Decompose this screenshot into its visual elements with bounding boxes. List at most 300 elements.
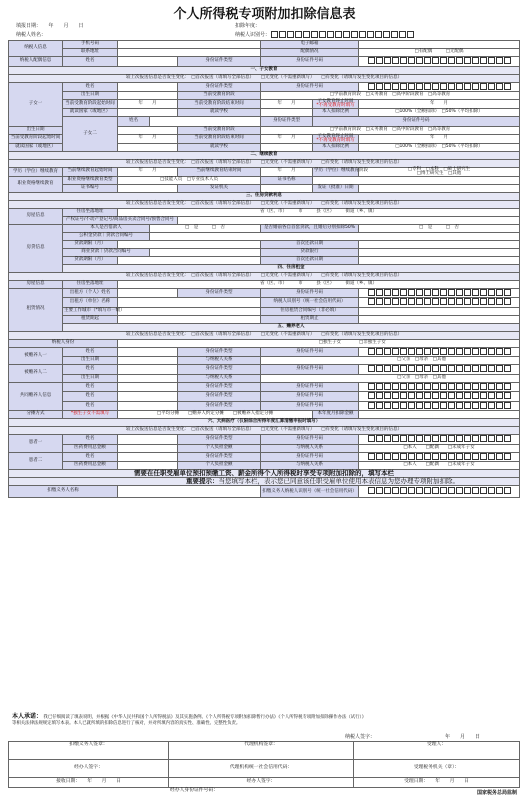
digit-box[interactable] bbox=[376, 453, 383, 460]
digit-box[interactable] bbox=[440, 83, 447, 90]
digit-box[interactable] bbox=[408, 435, 415, 442]
digit-box[interactable] bbox=[464, 383, 471, 390]
digit-box[interactable] bbox=[440, 435, 447, 442]
monthly-amount-field[interactable] bbox=[359, 411, 520, 419]
digit-box[interactable] bbox=[368, 453, 375, 460]
digit-box[interactable] bbox=[424, 57, 431, 64]
digit-box[interactable] bbox=[400, 298, 407, 305]
digit-box[interactable] bbox=[504, 365, 511, 372]
digit-box[interactable] bbox=[448, 348, 455, 355]
digit-box[interactable] bbox=[424, 487, 431, 494]
digit-box[interactable] bbox=[376, 435, 383, 442]
digit-box[interactable] bbox=[496, 57, 503, 64]
patient2-idno-field[interactable] bbox=[359, 452, 520, 462]
digit-box[interactable] bbox=[504, 348, 511, 355]
digit-box[interactable] bbox=[440, 365, 447, 372]
digit-box[interactable] bbox=[392, 392, 399, 399]
rent-addr-field[interactable]: 省（区、市） 市 县（区） 街道（乡、镇） bbox=[118, 280, 520, 288]
handler-sign[interactable]: 经办人签字： bbox=[9, 760, 169, 778]
digit-box[interactable] bbox=[271, 31, 278, 38]
child2-stage-options[interactable]: □学前教育阶段 □义务教育 □高中阶段教育 □高等教育 bbox=[261, 126, 520, 134]
child1-ratio-options[interactable]: □100%（全额扣除） □50%（平均扣除） bbox=[359, 109, 520, 117]
digit-box[interactable] bbox=[496, 435, 503, 442]
gjj-contract-field[interactable] bbox=[150, 232, 520, 240]
elder2-name-field[interactable] bbox=[118, 365, 178, 375]
digit-box[interactable] bbox=[368, 435, 375, 442]
digit-box[interactable] bbox=[488, 57, 495, 64]
digit-box[interactable] bbox=[496, 348, 503, 355]
digit-box[interactable] bbox=[368, 57, 375, 64]
digit-box[interactable] bbox=[480, 298, 487, 305]
digit-box[interactable] bbox=[392, 453, 399, 460]
child1-school-field[interactable] bbox=[261, 109, 313, 117]
digit-box[interactable] bbox=[384, 435, 391, 442]
digit-box[interactable] bbox=[504, 383, 511, 390]
elder1-relation-options[interactable]: □父亲 □母亲 □其他 bbox=[261, 357, 520, 365]
digit-box[interactable] bbox=[392, 365, 399, 372]
digit-box[interactable] bbox=[488, 487, 495, 494]
tax-office-stamp[interactable]: 受理税务机关（章）： bbox=[354, 760, 520, 778]
qual-type-options[interactable]: □技能人员 □专业技术人员 bbox=[118, 176, 261, 184]
digit-box[interactable] bbox=[472, 365, 479, 372]
digit-box[interactable] bbox=[392, 289, 399, 296]
children-change-status[interactable]: 较上次报送信息是否发生变化： □首次报送（请填写全部信息） □无变化（不需重新填写） □有变化（请填写发生变化项目的信息） bbox=[9, 74, 520, 82]
commercial-first-date-field[interactable] bbox=[359, 256, 520, 264]
digit-box[interactable] bbox=[424, 435, 431, 442]
digit-box[interactable] bbox=[440, 383, 447, 390]
digit-box[interactable] bbox=[432, 348, 439, 355]
method-options[interactable]: □平均分摊 □赡养人约定分摊 □被赡养人指定分摊 bbox=[118, 411, 313, 419]
patient1-idno-field[interactable] bbox=[359, 435, 520, 445]
digit-box[interactable] bbox=[416, 383, 423, 390]
digit-box[interactable] bbox=[424, 392, 431, 399]
digit-box[interactable] bbox=[432, 289, 439, 296]
digit-box[interactable] bbox=[472, 402, 479, 409]
digit-box[interactable] bbox=[472, 453, 479, 460]
digit-box[interactable] bbox=[504, 402, 511, 409]
digit-box[interactable] bbox=[432, 487, 439, 494]
digit-box[interactable] bbox=[488, 365, 495, 372]
digit-box[interactable] bbox=[456, 298, 463, 305]
receive-date[interactable]: 接收日期： 年 月 日 bbox=[9, 778, 169, 788]
digit-box[interactable] bbox=[400, 348, 407, 355]
child2-start-field[interactable]: 年 月 bbox=[118, 134, 178, 143]
medical-change-status[interactable]: 较上次报送信息是否发生变化： □首次报送（请填写全部信息） □无变化（不需重新填写） □有变化（请填写发生变化项目的信息） bbox=[9, 427, 520, 435]
digit-box[interactable] bbox=[424, 289, 431, 296]
rent-contract-field[interactable] bbox=[359, 307, 520, 315]
child2-birth-field[interactable] bbox=[118, 126, 178, 134]
digit-box[interactable] bbox=[456, 435, 463, 442]
digit-box[interactable] bbox=[456, 83, 463, 90]
elder2-birth-field[interactable] bbox=[118, 374, 178, 382]
digit-box[interactable] bbox=[351, 31, 358, 38]
digit-box[interactable] bbox=[432, 435, 439, 442]
lessor-org-field[interactable] bbox=[118, 298, 261, 308]
digit-box[interactable] bbox=[400, 383, 407, 390]
digit-box[interactable] bbox=[416, 348, 423, 355]
digit-box[interactable] bbox=[392, 348, 399, 355]
digit-box[interactable] bbox=[384, 289, 391, 296]
elder1-idno-field[interactable] bbox=[359, 347, 520, 357]
digit-box[interactable] bbox=[400, 402, 407, 409]
digit-box[interactable] bbox=[472, 289, 479, 296]
co1-idno-field[interactable] bbox=[359, 382, 520, 392]
digit-box[interactable] bbox=[504, 487, 511, 494]
digit-box[interactable] bbox=[456, 348, 463, 355]
digit-box[interactable] bbox=[432, 298, 439, 305]
digit-box[interactable] bbox=[400, 435, 407, 442]
elder1-name-field[interactable] bbox=[118, 347, 178, 357]
rent-change-status[interactable]: 较上次报送信息是否发生变化： □首次报送（请填写全部信息） □无变化（不需重新填写） □有变化（请填写发生变化项目的信息） bbox=[9, 272, 520, 280]
digit-box[interactable] bbox=[448, 392, 455, 399]
digit-box[interactable] bbox=[464, 83, 471, 90]
digit-box[interactable] bbox=[464, 289, 471, 296]
digit-box[interactable] bbox=[448, 57, 455, 64]
digit-box[interactable] bbox=[456, 365, 463, 372]
digit-box[interactable] bbox=[456, 289, 463, 296]
digit-box[interactable] bbox=[472, 435, 479, 442]
digit-box[interactable] bbox=[432, 402, 439, 409]
digit-box[interactable] bbox=[448, 383, 455, 390]
digit-box[interactable] bbox=[432, 83, 439, 90]
child1-name-field[interactable] bbox=[118, 82, 178, 92]
digit-box[interactable] bbox=[384, 298, 391, 305]
digit-box[interactable] bbox=[376, 289, 383, 296]
digit-box[interactable] bbox=[368, 83, 375, 90]
patient2-relation-options[interactable]: □本人 □配偶 □未成年子女 bbox=[359, 462, 520, 470]
patient2-name-field[interactable] bbox=[118, 452, 178, 462]
digit-box[interactable] bbox=[400, 83, 407, 90]
digit-box[interactable] bbox=[448, 289, 455, 296]
digit-box[interactable] bbox=[408, 83, 415, 90]
child1-birth-field[interactable] bbox=[118, 92, 178, 100]
digit-box[interactable] bbox=[480, 83, 487, 90]
digit-box[interactable] bbox=[504, 392, 511, 399]
digit-box[interactable] bbox=[416, 435, 423, 442]
digit-box[interactable] bbox=[327, 31, 334, 38]
work-city-field[interactable] bbox=[118, 307, 261, 315]
digit-box[interactable] bbox=[392, 83, 399, 90]
digit-box[interactable] bbox=[408, 383, 415, 390]
child2-end-field[interactable]: 年 月 bbox=[261, 134, 313, 143]
digit-box[interactable] bbox=[464, 435, 471, 442]
digit-box[interactable] bbox=[480, 392, 487, 399]
digit-box[interactable] bbox=[496, 453, 503, 460]
digit-box[interactable] bbox=[392, 298, 399, 305]
child2-school-field[interactable] bbox=[261, 143, 313, 151]
digit-box[interactable] bbox=[456, 453, 463, 460]
lessor-taxid-field[interactable] bbox=[359, 298, 520, 308]
digit-box[interactable] bbox=[376, 348, 383, 355]
spouse-idno-field[interactable] bbox=[359, 57, 520, 67]
digit-box[interactable] bbox=[416, 289, 423, 296]
digit-box[interactable] bbox=[456, 487, 463, 494]
agent-credit-code[interactable]: 代理机构统一社会信用代码： bbox=[169, 760, 354, 778]
digit-box[interactable] bbox=[496, 298, 503, 305]
digit-box[interactable] bbox=[311, 31, 318, 38]
digit-box[interactable] bbox=[400, 365, 407, 372]
digit-box[interactable] bbox=[392, 435, 399, 442]
digit-box[interactable] bbox=[448, 365, 455, 372]
digit-box[interactable] bbox=[368, 487, 375, 494]
digit-box[interactable] bbox=[480, 487, 487, 494]
digit-box[interactable] bbox=[448, 435, 455, 442]
cert-name-field[interactable] bbox=[313, 176, 520, 184]
digit-box[interactable] bbox=[408, 453, 415, 460]
co1-name-field[interactable] bbox=[118, 382, 178, 392]
digit-box[interactable] bbox=[456, 57, 463, 64]
digit-box[interactable] bbox=[295, 31, 302, 38]
digit-box[interactable] bbox=[367, 31, 374, 38]
digit-box[interactable] bbox=[488, 289, 495, 296]
identity-options[interactable]: □独生子女 □非独生子女 bbox=[118, 339, 520, 347]
digit-box[interactable] bbox=[432, 57, 439, 64]
digit-box[interactable] bbox=[504, 289, 511, 296]
digit-box[interactable] bbox=[472, 57, 479, 64]
child1-start-field[interactable]: 年 月 bbox=[118, 100, 178, 109]
digit-box[interactable] bbox=[384, 348, 391, 355]
digit-box[interactable] bbox=[416, 298, 423, 305]
digit-box[interactable] bbox=[488, 298, 495, 305]
digit-box[interactable] bbox=[376, 365, 383, 372]
digit-box[interactable] bbox=[480, 57, 487, 64]
digit-box[interactable] bbox=[504, 83, 511, 90]
gjj-first-date-field[interactable] bbox=[359, 240, 520, 248]
digit-box[interactable] bbox=[416, 83, 423, 90]
digit-box[interactable] bbox=[488, 453, 495, 460]
digit-box[interactable] bbox=[408, 365, 415, 372]
digit-box[interactable] bbox=[472, 83, 479, 90]
digit-box[interactable] bbox=[368, 348, 375, 355]
phone-field[interactable] bbox=[118, 41, 261, 49]
issuer-field[interactable] bbox=[261, 184, 313, 192]
child1-stage-options[interactable]: □学前教育阶段 □义务教育 □高中阶段教育 □高等教育 bbox=[261, 92, 520, 100]
elder2-relation-options[interactable]: □父亲 □母亲 □其他 bbox=[261, 374, 520, 382]
digit-box[interactable] bbox=[368, 402, 375, 409]
digit-box[interactable] bbox=[376, 383, 383, 390]
digit-box[interactable] bbox=[279, 31, 286, 38]
digit-box[interactable] bbox=[472, 348, 479, 355]
digit-box[interactable] bbox=[432, 392, 439, 399]
digit-box[interactable] bbox=[456, 402, 463, 409]
patient1-relation-options[interactable]: □本人 □配偶 □未成年子女 bbox=[359, 444, 520, 452]
elder2-idno-field[interactable] bbox=[359, 365, 520, 375]
co2-name-field[interactable] bbox=[118, 392, 178, 402]
digit-box[interactable] bbox=[440, 289, 447, 296]
digit-box[interactable] bbox=[368, 392, 375, 399]
digit-box[interactable] bbox=[368, 383, 375, 390]
digit-box[interactable] bbox=[375, 31, 382, 38]
digit-box[interactable] bbox=[376, 392, 383, 399]
has-spouse-checkbox[interactable]: □有配偶 bbox=[414, 49, 433, 55]
digit-box[interactable] bbox=[400, 289, 407, 296]
issue-date-field[interactable] bbox=[359, 184, 520, 192]
child1-end-field[interactable]: 年 月 bbox=[261, 100, 313, 109]
co2-idno-field[interactable] bbox=[359, 392, 520, 402]
digit-box[interactable] bbox=[416, 487, 423, 494]
elder1-birth-field[interactable] bbox=[118, 357, 178, 365]
digit-box[interactable] bbox=[480, 348, 487, 355]
child1-country-field[interactable] bbox=[118, 109, 178, 117]
digit-box[interactable] bbox=[488, 83, 495, 90]
digit-box[interactable] bbox=[440, 453, 447, 460]
digit-box[interactable] bbox=[496, 365, 503, 372]
digit-box[interactable] bbox=[384, 402, 391, 409]
digit-box[interactable] bbox=[440, 487, 447, 494]
digit-box[interactable] bbox=[504, 57, 511, 64]
digit-box[interactable] bbox=[488, 435, 495, 442]
digit-box[interactable] bbox=[376, 57, 383, 64]
digit-box[interactable] bbox=[376, 83, 383, 90]
degree-end-field[interactable]: 年 月 bbox=[261, 167, 313, 176]
digit-box[interactable] bbox=[496, 383, 503, 390]
digit-box[interactable] bbox=[343, 31, 350, 38]
digit-box[interactable] bbox=[456, 392, 463, 399]
child1-stop-field[interactable]: 年 月 bbox=[359, 100, 520, 109]
digit-box[interactable] bbox=[504, 453, 511, 460]
digit-box[interactable] bbox=[496, 83, 503, 90]
loan-change-status[interactable]: 较上次报送信息是否发生变化： □首次报送（请填写全部信息） □无变化（不需重新填写） □有变化（请填写发生变化项目的信息） bbox=[9, 200, 520, 208]
digit-box[interactable] bbox=[384, 392, 391, 399]
digit-box[interactable] bbox=[416, 392, 423, 399]
digit-box[interactable] bbox=[408, 57, 415, 64]
digit-box[interactable] bbox=[464, 348, 471, 355]
digit-box[interactable] bbox=[488, 402, 495, 409]
digit-box[interactable] bbox=[416, 453, 423, 460]
property-cert-field[interactable] bbox=[178, 216, 520, 224]
digit-box[interactable] bbox=[440, 402, 447, 409]
contact-address-field[interactable] bbox=[118, 49, 261, 57]
digit-box[interactable] bbox=[448, 453, 455, 460]
digit-box[interactable] bbox=[400, 453, 407, 460]
cert-no-field[interactable] bbox=[118, 184, 178, 192]
digit-box[interactable] bbox=[496, 487, 503, 494]
digit-box[interactable] bbox=[464, 487, 471, 494]
digit-box[interactable] bbox=[480, 383, 487, 390]
digit-box[interactable] bbox=[407, 31, 414, 38]
digit-box[interactable] bbox=[464, 392, 471, 399]
digit-box[interactable] bbox=[448, 83, 455, 90]
digit-box[interactable] bbox=[384, 453, 391, 460]
rent-start-field[interactable] bbox=[118, 315, 261, 323]
bank-field[interactable] bbox=[359, 248, 520, 256]
digit-box[interactable] bbox=[432, 365, 439, 372]
digit-box[interactable] bbox=[384, 57, 391, 64]
digit-box[interactable] bbox=[376, 487, 383, 494]
digit-box[interactable] bbox=[408, 487, 415, 494]
digit-box[interactable] bbox=[432, 453, 439, 460]
digit-box[interactable] bbox=[496, 402, 503, 409]
digit-box[interactable] bbox=[408, 392, 415, 399]
withholder-name-field[interactable] bbox=[118, 486, 261, 498]
digit-box[interactable] bbox=[488, 392, 495, 399]
digit-box[interactable] bbox=[392, 487, 399, 494]
digit-box[interactable] bbox=[287, 31, 294, 38]
rent-end-field[interactable] bbox=[359, 315, 520, 323]
digit-box[interactable] bbox=[383, 31, 390, 38]
degree-start-field[interactable]: 年 月 bbox=[118, 167, 178, 176]
elderly-change-status[interactable]: 较上次报送信息是否发生变化： □首次报送（请填写全部信息） □无变化（不需重新填写） □有变化（请填写发生变化项目的信息） bbox=[9, 331, 520, 339]
digit-box[interactable] bbox=[456, 383, 463, 390]
digit-box[interactable] bbox=[376, 402, 383, 409]
digit-box[interactable] bbox=[464, 298, 471, 305]
digit-box[interactable] bbox=[488, 348, 495, 355]
digit-box[interactable] bbox=[303, 31, 310, 38]
receiver[interactable]: 受理人： bbox=[354, 742, 520, 760]
digit-box[interactable] bbox=[472, 383, 479, 390]
digit-box[interactable] bbox=[368, 365, 375, 372]
digit-box[interactable] bbox=[400, 487, 407, 494]
child2-ratio-options[interactable]: □100%（全额扣除） □50%（平均扣除） bbox=[359, 143, 520, 151]
digit-box[interactable] bbox=[440, 348, 447, 355]
co3-idno-field[interactable] bbox=[359, 401, 520, 411]
digit-box[interactable] bbox=[400, 392, 407, 399]
digit-box[interactable] bbox=[424, 383, 431, 390]
digit-box[interactable] bbox=[384, 487, 391, 494]
digit-box[interactable] bbox=[440, 392, 447, 399]
digit-box[interactable] bbox=[440, 298, 447, 305]
digit-box[interactable] bbox=[384, 83, 391, 90]
digit-box[interactable] bbox=[472, 487, 479, 494]
digit-box[interactable] bbox=[480, 365, 487, 372]
digit-box[interactable] bbox=[376, 298, 383, 305]
digit-box[interactable] bbox=[391, 31, 398, 38]
digit-box[interactable] bbox=[319, 31, 326, 38]
digit-box[interactable] bbox=[392, 402, 399, 409]
child2-country-field[interactable] bbox=[118, 143, 178, 151]
digit-box[interactable] bbox=[384, 365, 391, 372]
digit-box[interactable] bbox=[464, 453, 471, 460]
withholder-id-field[interactable] bbox=[359, 486, 520, 498]
digit-box[interactable] bbox=[359, 31, 366, 38]
digit-box[interactable] bbox=[392, 383, 399, 390]
digit-box[interactable] bbox=[496, 289, 503, 296]
digit-box[interactable] bbox=[368, 289, 375, 296]
digit-box[interactable] bbox=[488, 383, 495, 390]
commercial-term-field[interactable] bbox=[118, 256, 261, 264]
patient1-total-field[interactable] bbox=[118, 444, 178, 452]
digit-box[interactable] bbox=[335, 31, 342, 38]
lessor-person-field[interactable] bbox=[118, 288, 178, 298]
digit-box[interactable] bbox=[408, 402, 415, 409]
digit-box[interactable] bbox=[424, 365, 431, 372]
digit-box[interactable] bbox=[384, 383, 391, 390]
digit-box[interactable] bbox=[416, 57, 423, 64]
digit-box[interactable] bbox=[440, 57, 447, 64]
digit-box[interactable] bbox=[368, 298, 375, 305]
digit-box[interactable] bbox=[480, 435, 487, 442]
accept-date[interactable]: 受理日期： 年 月 日 bbox=[354, 778, 520, 788]
digit-box[interactable] bbox=[472, 392, 479, 399]
digit-box[interactable] bbox=[408, 289, 415, 296]
borrower-options[interactable]: □ 是 □ 否 bbox=[150, 224, 261, 232]
half-deduction-options[interactable]: □ 是 □ 否 bbox=[359, 224, 520, 232]
digit-box[interactable] bbox=[504, 298, 511, 305]
digit-box[interactable] bbox=[424, 453, 431, 460]
child2-name-field[interactable] bbox=[150, 117, 261, 127]
digit-box[interactable] bbox=[496, 392, 503, 399]
digit-box[interactable] bbox=[464, 365, 471, 372]
digit-box[interactable] bbox=[424, 298, 431, 305]
digit-box[interactable] bbox=[399, 31, 406, 38]
digit-box[interactable] bbox=[408, 348, 415, 355]
digit-box[interactable] bbox=[424, 83, 431, 90]
digit-box[interactable] bbox=[472, 298, 479, 305]
email-field[interactable] bbox=[359, 41, 520, 49]
digit-box[interactable] bbox=[504, 435, 511, 442]
digit-box[interactable] bbox=[424, 402, 431, 409]
digit-box[interactable] bbox=[464, 57, 471, 64]
